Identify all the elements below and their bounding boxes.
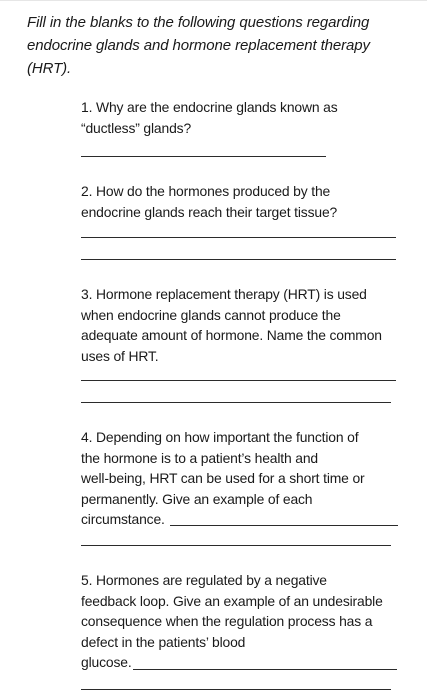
question-4: 4. Depending on how important the function of the hormone is to a patient’s health and well-being, HRT can be used for a short time or permanently. Give an example of each circumstance. (81, 429, 365, 527)
question-2: 2. How do the hormones produced by the endocrine glands reach their target tissue? (81, 183, 338, 220)
answer-blank-4-inline[interactable] (170, 525, 398, 526)
instructions-text: Fill in the blanks to the following questions regarding endocrine glands and hormone replacement therapy (HRT). (27, 14, 370, 77)
answer-blank-3a[interactable] (81, 380, 396, 381)
answer-blank-2b[interactable] (81, 259, 396, 260)
top-divider (0, 0, 427, 1)
answer-blank-2a[interactable] (81, 237, 396, 238)
answer-blank-3b[interactable] (81, 402, 391, 403)
answer-blank-1a[interactable] (81, 156, 326, 157)
question-1: 1. Why are the endocrine glands known as “ductless” glands? (81, 99, 338, 136)
answer-blank-5-inline[interactable] (133, 669, 397, 670)
question-3: 3. Hormone replacement therapy (HRT) is used when endocrine glands cannot produce the adequate amount of hormone. Name the common uses of HRT. (81, 286, 382, 364)
answer-blank-4b[interactable] (81, 545, 391, 546)
answer-blank-5b[interactable] (81, 689, 391, 690)
question-5: 5. Hormones are regulated by a negative feedback loop. Give an example of an undesirable consequence when the regulation process has a defect in the patients’ blood glucose. (81, 572, 383, 670)
